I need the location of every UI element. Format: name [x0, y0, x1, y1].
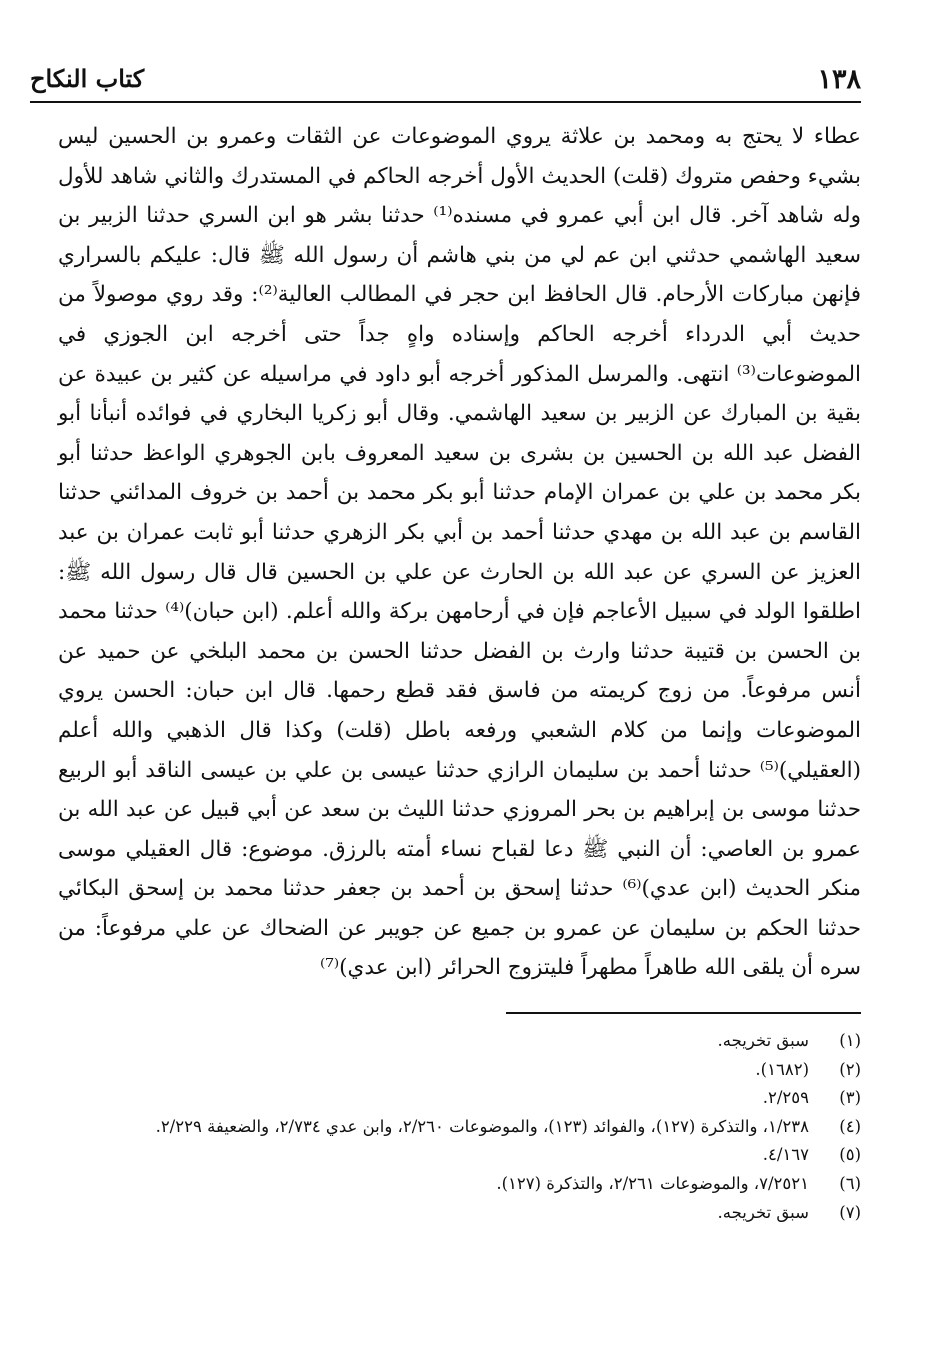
header-rule — [30, 101, 861, 103]
footnote-number: (٦) — [839, 1173, 861, 1193]
footnote-number: (٣) — [839, 1088, 861, 1108]
main-text — [58, 117, 861, 988]
footnote-item — [58, 1056, 861, 1085]
footnote-item — [58, 1141, 861, 1170]
footnote-item — [58, 1113, 861, 1142]
footnote-text: ٢/٢٥٩. — [762, 1088, 809, 1108]
page-number: ١٣٨ — [817, 64, 861, 95]
footnotes-list — [58, 1027, 861, 1227]
footnote-text: سبق تخريجه. — [717, 1202, 809, 1222]
footnote-text: ٤/١٦٧. — [762, 1145, 809, 1165]
footnote-text: ١/٢٣٨، والتذكرة (١٢٧)، والفوائد (١٢٣)، والموضوعات ٢/٢٦٠، وابن عدي ٢/٧٣٤، والضعيفة ٢/٢٢٩. — [155, 1116, 809, 1136]
body-paragraph: عطاء لا يحتج به ومحمد بن علاثة يروي الموضوعات عن الثقات وعمرو بن الحسين ليس بشيء وحفص متروك (قلت) الحديث الأول أخرجه الحاكم في المستدرك والثاني شاهد للأول وله شاهد آخر. قال ابن أبي عمرو في مسنده⁽¹⁾ حدثنا بشر هو ابن السري حدثنا الزبير بن سعيد الهاشمي حدثني ابن عم لي من بني هاشم أن رسول الله ﷺ قال: عليكم بالسراري فإنهن مباركات الأرحام. قال الحافظ ابن حجر في المطالب العالية⁽²⁾: وقد روي موصولاً من حديث أبي الدرداء أخرجه الحاكم وإسناده واهٍ جداً حتى أخرجه ابن الجوزي في الموضوعات⁽³⁾ انتهى. والمرسل المذكور أخرجه أبو داود في مراسيله عن كثير بن عبيدة عن بقية بن المبارك عن الزبير بن سعيد الهاشمي. وقال أبو زكريا البخاري في فوائده أنبأنا أبو الفضل عبد الله بن الحسين بن بشرى بن سعيد المعروف بابن الجوهري الواعظ حدثنا أبو بكر محمد بن علي بن عمران الإمام حدثنا أبو بكر محمد بن أحمد بن خروف المدائني حدثنا القاسم بن عبد الله بن مهدي حدثنا أحمد بن أبي بكر الزهري حدثنا أبو ثابت عمران بن عبد العزيز عن السري عن عبد الله بن الحارث عن علي بن الحسين قال قال رسول الله ﷺ: اطلقوا الولد في سبيل الأعاجم فإن في أرحامهن بركة والله أعلم. (ابن حبان)⁽⁴⁾ حدثنا محمد بن الحسن بن قتيبة حدثنا وارث بن الفضل حدثنا الحسن بن محمد البلخي عن حميد عن أنس مرفوعاً. من زوج كريمته من فاسق فقد قطع رحمها. قال ابن حبان: الحسن يروي الموضوعات وإنما من كلام الشعبي ورفعه باطل (قلت) وكذا قال الذهبي والله أعلم (العقيلي)⁽⁵⁾ حدثنا أحمد بن سليمان الرازي حدثنا عيسى بن علي بن عيسى الناقد أبو الربيع حدثنا موسى بن إبراهيم بن بحر المروزي حدثنا الليث بن سعد عن أبي قبيل عن عبد الله بن عمرو بن العاصي: أن النبي ﷺ دعا لقباح نساء أمته بالرزق. موضوع: قال العقيلي موسى منكر الحديث (ابن عدي)⁽⁶⁾ حدثنا إسحق بن أحمد بن جعفر حدثنا محمد بن إسحق البكائي حدثنا الحكم بن سليمان عن عمرو بن جميع عن جويبر عن الضحاك عن علي مرفوعاً: من سره أن يلقى الله طاهراً مطهراً فليتزوج الحرائر (ابن عدي)⁽⁷⁾ — [58, 124, 862, 981]
footnote-number: (٧) — [839, 1202, 861, 1222]
footnote-number: (٥) — [839, 1145, 861, 1165]
footnote-item — [58, 1199, 861, 1228]
footnote-text: (١٦٨٢). — [755, 1059, 809, 1079]
footnote-separator — [506, 1012, 861, 1014]
footnote-text: سبق تخريجه. — [717, 1031, 809, 1050]
footnote-text: ٧/٢٥٢١، والموضوعات ٢/٢٦١، والتذكرة (١٢٧). — [496, 1173, 809, 1193]
footnote-number: (٢) — [839, 1059, 861, 1079]
footnote-item — [58, 1027, 861, 1056]
footnote-item — [58, 1170, 861, 1199]
running-header — [30, 58, 861, 102]
footnote-number: (٤) — [839, 1116, 861, 1136]
footnote-number: (١) — [839, 1031, 861, 1050]
chapter-title: كتاب النكاح — [30, 64, 145, 93]
footnote-item — [58, 1084, 861, 1113]
